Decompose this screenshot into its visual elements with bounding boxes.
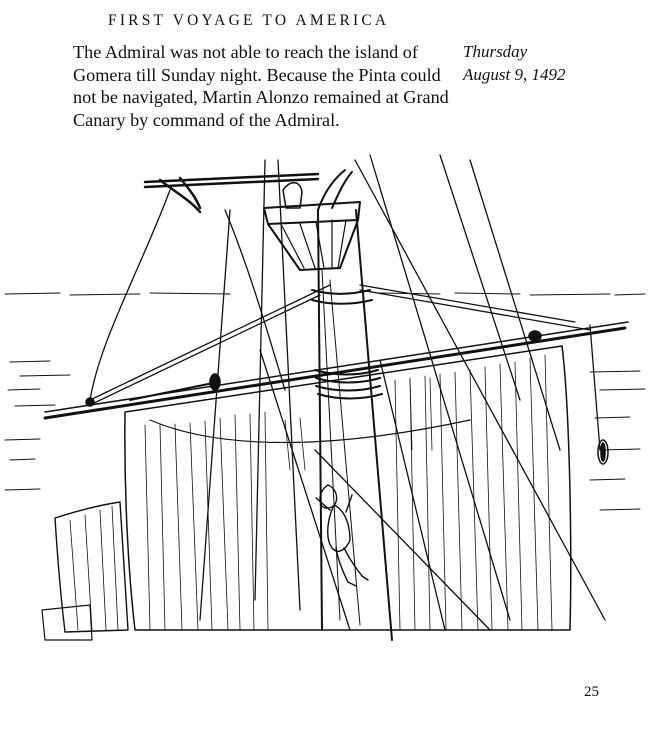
margin-note-day: Thursday xyxy=(463,42,528,61)
page-number: 25 xyxy=(584,684,599,700)
left-sail xyxy=(42,502,128,640)
body-line: The Admiral was not able to reach the island of xyxy=(73,42,418,62)
sailor-figure xyxy=(316,485,368,586)
crows-nest xyxy=(264,170,360,270)
ship-mast-illustration xyxy=(0,150,650,650)
body-line: Gomera till Sunday night. Because the Pinta could xyxy=(73,64,441,85)
running-head: FIRST VOYAGE TO AMERICA xyxy=(108,12,390,29)
main-mast xyxy=(312,210,392,640)
margin-note-date: August 9, 1492 xyxy=(463,64,566,84)
body-line: not be navigated, Martin Alonzo remained at Grand xyxy=(73,87,449,107)
body-line: Canary by command of the Admiral. xyxy=(73,109,340,130)
body-paragraph xyxy=(73,41,453,131)
margin-date-note xyxy=(463,41,565,86)
